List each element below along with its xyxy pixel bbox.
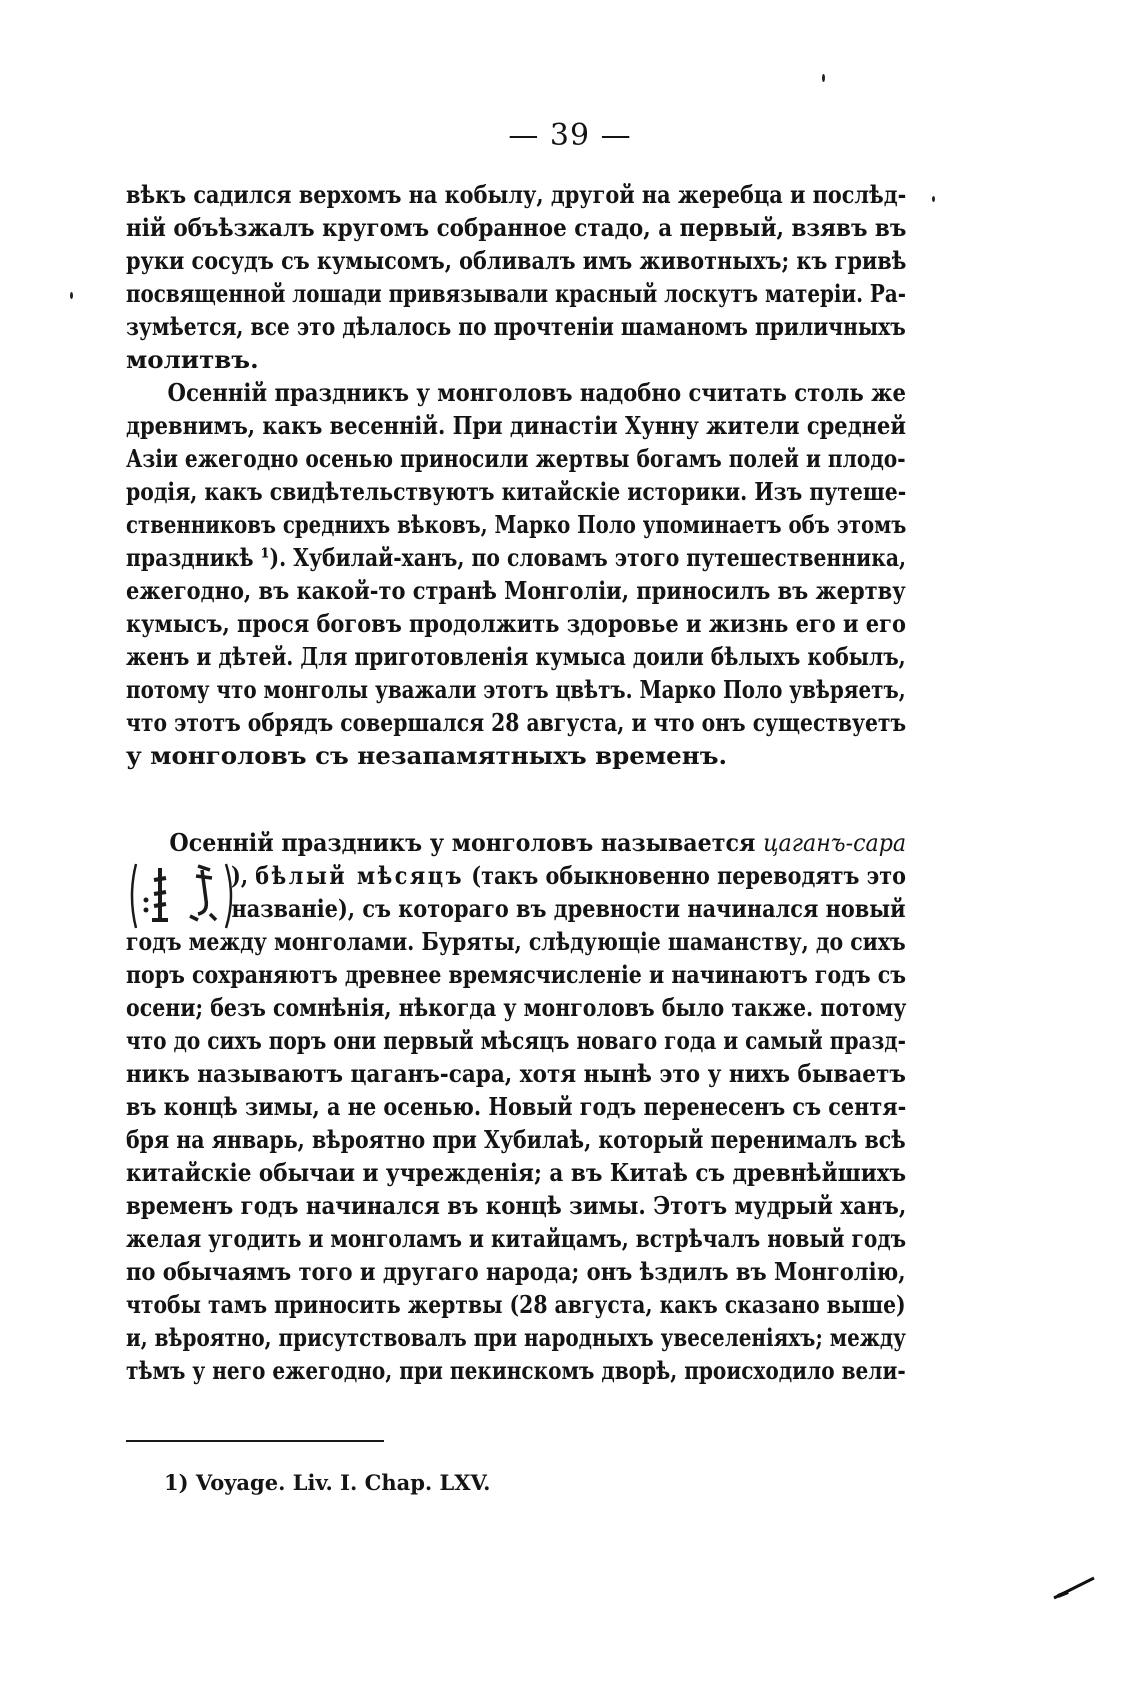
text-line — [126, 859, 906, 892]
footnote: 1) Voyage. Liv. I. Chap. LXV. — [164, 1470, 491, 1495]
text-line: у монголовъ съ незапамятныхъ временъ. — [126, 741, 728, 770]
text-line: по обычаямъ того и другаго народа; онъ ѣздилъ въ Монголiю, — [126, 1257, 906, 1286]
text-line: что до сихъ поръ они первый мѣсяцъ новаго года и самый празд- — [126, 1026, 907, 1055]
text-line: древнимъ, какъ весеннiй. При династiи Хунну жители средней — [126, 411, 906, 440]
text-line: нiй объѣзжалъ кругомъ собранное стадо, а первый, взявъ въ — [126, 213, 907, 242]
page-number: — 39 — — [508, 118, 632, 153]
term-tsagan-sara: цаганъ-сара — [763, 828, 907, 857]
text-line: Осеннiй праздникъ у монголовъ надобно считать столь же — [167, 378, 907, 407]
text-line: тѣмъ у него ежегодно, при пекинскомъ дворѣ, происходило вели- — [126, 1356, 906, 1385]
text-line: чтобы тамъ приносить жертвы (28 августа, какъ сказано выше) — [126, 1290, 906, 1319]
text-line — [126, 826, 907, 859]
text-line: никъ называютъ цаганъ-сара, хотя нынѣ это у нихъ бываетъ — [126, 1059, 906, 1088]
text-line: руки сосудъ съ кумысомъ, обливалъ имъ животныхъ; къ гривѣ — [126, 246, 907, 275]
text-line: названiе), съ котораго въ древности начинался новый — [231, 894, 906, 923]
text-line: желая угодить и монголамъ и китайцамъ, встрѣчалъ новый годъ — [126, 1224, 907, 1253]
paragraph-3 — [126, 826, 906, 1387]
text-line: Азiи ежегодно осенью приносили жертвы богамъ полей и плодо- — [126, 444, 906, 473]
text-line: и, вѣроятно, присутствовалъ при народныхъ увеселенiяхъ; между — [126, 1323, 906, 1352]
text-line: женъ и дѣтей. Для приготовленiя кумыса доили бѣлыхъ кобылъ, — [126, 642, 906, 671]
text-line: зумѣется, все это дѣлалось по прочтенiи шаманомъ приличныхъ — [126, 312, 906, 341]
text-line: молитвъ. — [126, 345, 259, 374]
text-line: родiя, какъ свидѣтельствуютъ китайскiе историки. Изъ путеше- — [126, 477, 907, 506]
text-line: вѣкъ садился верхомъ на кобылу, другой на жеребца и послѣд- — [126, 180, 907, 209]
text-line: въ концѣ зимы, а не осенью. Новый годъ перенесенъ съ сентя- — [126, 1092, 907, 1121]
text-line: что этотъ обрядъ совершался 28 августа, и что онъ существуетъ — [126, 708, 907, 737]
term-white-month: бѣлый мѣсяцъ — [255, 861, 465, 890]
text-line: китайскiе обычаи и учрежденiя; а въ Китаѣ съ древнѣйшихъ — [126, 1158, 907, 1187]
paragraph-2 — [126, 376, 906, 772]
text-line: кумысъ, прося боговъ продолжить здоровье и жизнь его и его — [126, 609, 906, 638]
text-segment: ), — [231, 861, 249, 890]
text-line: годъ между монголами. Буряты, слѣдующiе шаманству, до сихъ — [126, 927, 906, 956]
scan-speck — [932, 196, 935, 202]
text-line: праздникѣ ¹). Хубилай-ханъ, по словамъ этого путешественника, — [126, 543, 907, 572]
text-segment: Осеннiй праздникъ у монголовъ называется — [169, 828, 756, 857]
text-line: бря на январь, вѣроятно при Хубилаѣ, который перенималъ всѣ — [126, 1125, 906, 1154]
footnote-divider — [126, 1440, 384, 1442]
ink-mark — [1052, 1576, 1096, 1602]
text-line: потому что монголы уважали этотъ цвѣтъ. Марко Поло увѣряетъ, — [126, 675, 906, 704]
text-line: временъ годъ начинался въ концѣ зимы. Этотъ мудрый ханъ, — [126, 1191, 907, 1220]
text-segment: (такъ обыкновенно переводятъ это — [471, 861, 906, 890]
text-line: осени; безъ сомнѣнiя, нѣкогда у монголовъ было также. потому — [126, 993, 907, 1022]
text-line: ежегодно, въ какой-то странѣ Монголiи, приносилъ въ жертву — [126, 576, 906, 605]
scan-speck — [822, 74, 825, 82]
text-line: посвященной лошади привязывали красный лоскутъ матерiи. Ра- — [126, 279, 906, 308]
scan-speck — [70, 292, 73, 299]
text-line: ственниковъ среднихъ вѣковъ, Марко Поло упоминаетъ объ этомъ — [126, 510, 907, 539]
text-line: поръ сохраняютъ древнее времясчисленiе и начинаютъ годъ съ — [126, 960, 907, 989]
paragraph-1 — [126, 178, 906, 376]
